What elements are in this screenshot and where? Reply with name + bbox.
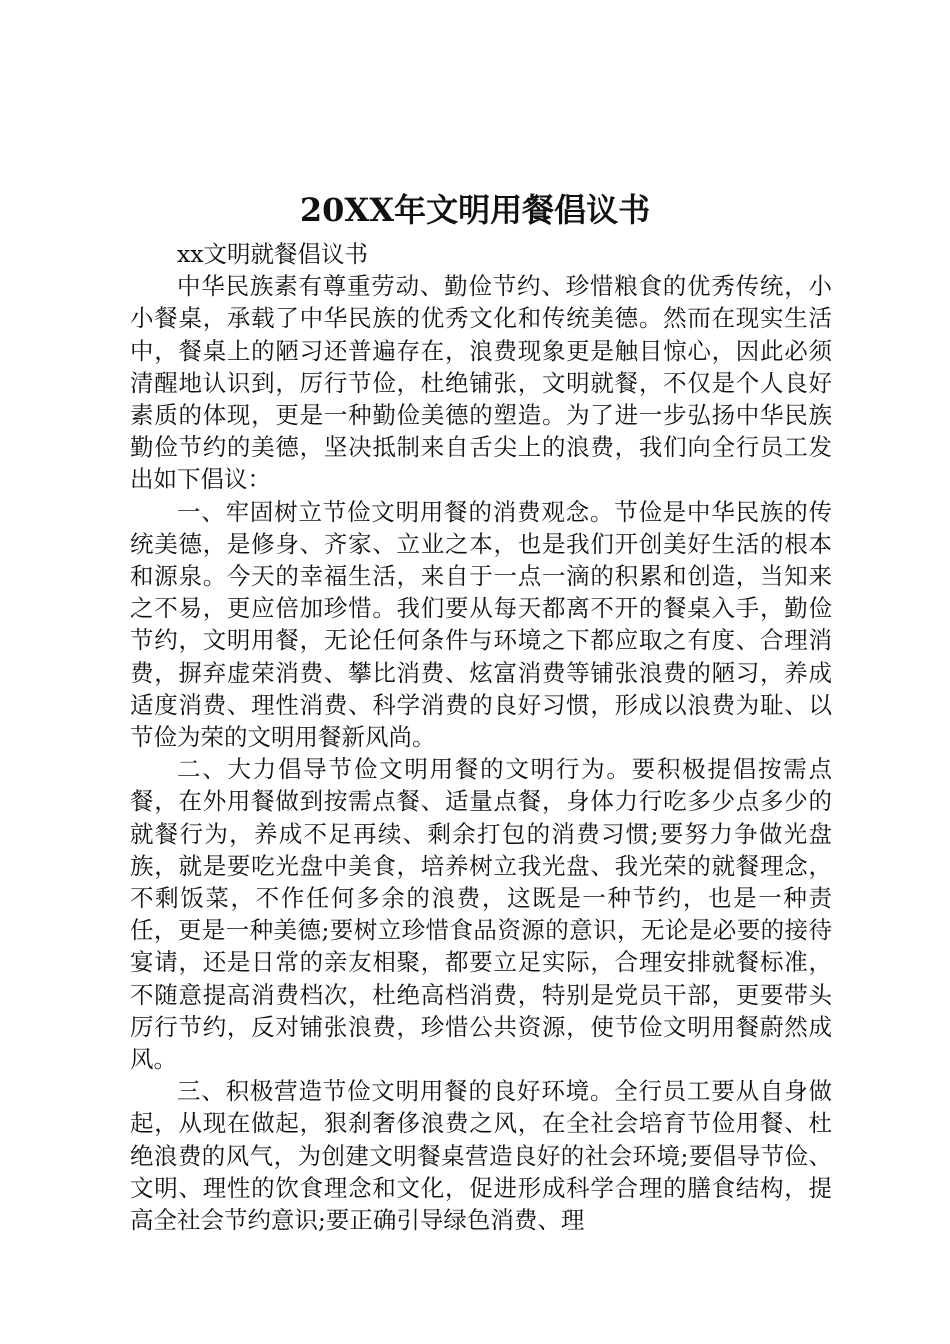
document-subtitle: xx文明就餐倡议书 [177, 240, 369, 268]
paragraph-intro: 中华民族素有尊重劳动、勤俭节约、珍惜粮食的优秀传统，小小餐桌，承载了中华民族的优秀文化和传统美德。然而在现实生活中，餐桌上的陋习还普遍存在，浪费现象更是触目惊心，因此必须清醒地认识到，厉行节俭，杜绝铺张，文明就餐，不仅是个人良好素质的体现，更是一种勤俭美德的塑造。为了进一步弘扬中华民族勤俭节约的美德，坚决抵制来自舌尖上的浪费，我们向全行员工发出如下倡议： [130, 272, 832, 494]
paragraph-two: 二、大力倡导节俭文明用餐的文明行为。要积极提倡按需点餐，在外用餐做到按需点餐、适量点餐，身体力行吃多少点多少的就餐行为，养成不足再续、剩余打包的消费习惯;要努力争做光盘族，就是要吃光盘中美食，培养树立我光盘、我光荣的就餐理念，不剩饭菜，不作任何多余的浪费，这既是一种节约，也是一种责任，更是一种美德;要树立珍惜食品资源的意识，无论是必要的接待宴请，还是日常的亲友相聚，都要立足实际，合理安排就餐标准，不随意提高消费档次，杜绝高档消费，特别是党员干部，更要带头厉行节约，反对铺张浪费，珍惜公共资源，使节俭文明用餐蔚然成风。 [130, 755, 832, 1074]
document-title: 20XX年文明用餐倡议书 [299, 191, 651, 229]
document-body [130, 238, 832, 1236]
paragraph-three: 三、积极营造节俭文明用餐的良好环境。全行员工要从自身做起，从现在做起，狠刹奢侈浪费之风，在全社会培育节俭用餐、杜绝浪费的风气，为创建文明餐桌营造良好的社会环境;要倡导节俭、文明、理性的饮食理念和文化，促进形成科学合理的膳食结构，提高全社会节约意识;要正确引导绿色消费、理 [130, 1077, 832, 1235]
paragraph-one: 一、牢固树立节俭文明用餐的消费观念。节俭是中华民族的传统美德，是修身、齐家、立业之本，也是我们开创美好生活的根本和源泉。今天的幸福生活，来自于一点一滴的积累和创造，当知来之不易，更应倍加珍惜。我们要从每天都离不开的餐桌入手，勤俭节约，文明用餐，无论任何条件与环境之下都应取之有度、合理消费，摒弃虚荣消费、攀比消费、炫富消费等铺张浪费的陋习，养成适度消费、理性消费、科学消费的良好习惯，形成以浪费为耻、以节俭为荣的文明用餐新风尚。 [130, 497, 832, 752]
